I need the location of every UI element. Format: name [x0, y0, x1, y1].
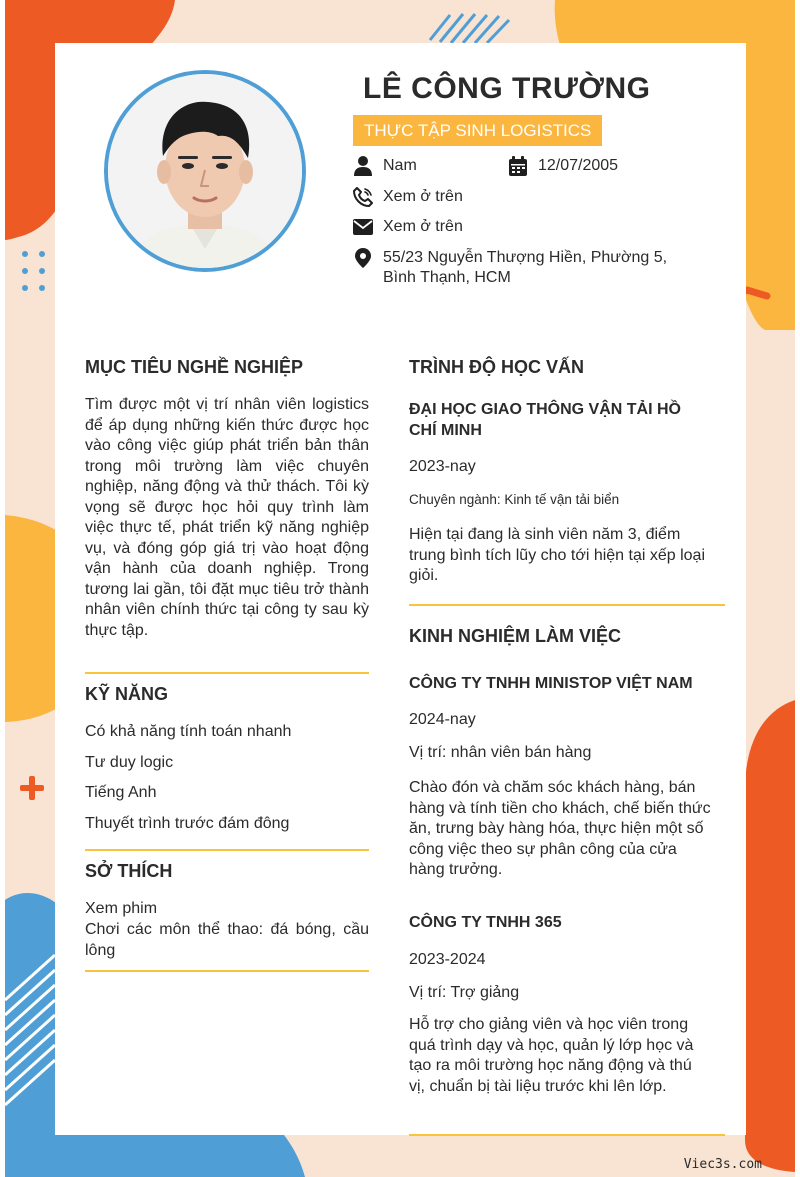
education-divider: [409, 604, 725, 606]
education-period: 2023-nay: [409, 458, 476, 475]
job-company: CÔNG TY TNHH 365: [409, 914, 562, 931]
birthdate-row: [508, 156, 618, 176]
envelope-icon: [353, 217, 373, 237]
experience-divider: [409, 1134, 725, 1136]
experience-title: KINH NGHIỆM LÀM VIỆC: [409, 626, 622, 646]
email-row: [353, 217, 463, 237]
job-period: 2024-nay: [409, 711, 476, 728]
skill-item: Tư duy logic: [85, 754, 174, 771]
skills-title: KỸ NĂNG: [85, 684, 169, 704]
hobbies-divider: [85, 970, 369, 972]
birthdate-value: 12/07/2005: [538, 157, 619, 174]
address-line-2: Bình Thạnh, HCM: [383, 269, 511, 286]
skill-item: Tiếng Anh: [85, 784, 157, 801]
profile-photo: [104, 70, 306, 272]
address-row: [353, 248, 667, 288]
candidate-name: LÊ CÔNG TRƯỜNG: [363, 72, 651, 105]
job-period: 2023-2024: [409, 951, 486, 968]
objective-divider: [85, 672, 369, 674]
education-description: Hiện tại đang là sinh viên năm 3, điểm trung bình tích lũy cho tới hiện tại xếp loại giỏi.: [409, 526, 705, 584]
education-major: Chuyên ngành: Kinh tế vận tải biển: [409, 492, 620, 507]
address-value: [383, 248, 667, 288]
phone-value: Xem ở trên: [383, 188, 463, 205]
skill-item: Có khả năng tính toán nhanh: [85, 723, 292, 740]
job-description: Chào đón và chăm sóc khách hàng, bán hàng và tính tiền cho khách, chế biến thức ăn, trưng bày hàng hóa, thực hiện một số công việc theo sự phân công của cửa hàng trưởng.: [409, 779, 711, 878]
phone-row: [353, 187, 463, 207]
email-value: Xem ở trên: [383, 218, 463, 235]
gender-row: [353, 156, 417, 176]
user-icon: [353, 156, 373, 176]
gender-value: Nam: [383, 157, 417, 174]
job-company: CÔNG TY TNHH MINISTOP VIỆT NAM: [409, 675, 693, 692]
job-position: Vị trí: Trợ giảng: [409, 984, 520, 1001]
education-title: TRÌNH ĐỘ HỌC VẤN: [409, 357, 584, 377]
hobby-item: Chơi các môn thể thao: đá bóng, cầu lông: [85, 921, 369, 959]
objective-text: Tìm được một vị trí nhân viên logistics để áp dụng những kiến thức được học vào công việc giúp phát triển bản thân trong môi trường làm việc chuyên nghiệp, năng động và thử thách. Tôi kỳ vọng sẽ được học hỏi quy trình làm việc thực tế, phát triển kỹ năng nghiệp vụ, và đóng góp giá trị vào hoạt động vận hành của doanh nghiệp. Trong tương lai gần, tôi đặt mục tiêu trở thành nhân viên chính thức tại công ty sau kỳ thực tập.: [85, 396, 369, 639]
job-title-badge: THỰC TẬP SINH LOGISTICS: [353, 115, 602, 146]
hobbies-title: SỞ THÍCH: [85, 861, 173, 881]
skills-divider: [85, 849, 369, 851]
school-name: ĐẠI HỌC GIAO THÔNG VẬN TẢI HỒ CHÍ MINH: [409, 401, 681, 439]
skill-item: Thuyết trình trước đám đông: [85, 815, 290, 832]
job-position: Vị trí: nhân viên bán hàng: [409, 744, 592, 761]
phone-icon: [353, 187, 373, 207]
job-description: Hỗ trợ cho giảng viên và học viên trong quá trình dạy và học, quản lý lớp học và tạo ra môi trường học năng động và thú vị, chuẩn bị tài liệu trước khi lên lớp.: [409, 1016, 694, 1095]
map-pin-icon: [353, 248, 373, 268]
watermark: Viec3s.com: [683, 1157, 762, 1172]
objective-title: MỤC TIÊU NGHỀ NGHIỆP: [85, 357, 304, 377]
address-line-1: 55/23 Nguyễn Thượng Hiền, Phường 5,: [383, 249, 668, 266]
calendar-icon: [508, 156, 528, 176]
hobby-item: Xem phim: [85, 900, 158, 917]
